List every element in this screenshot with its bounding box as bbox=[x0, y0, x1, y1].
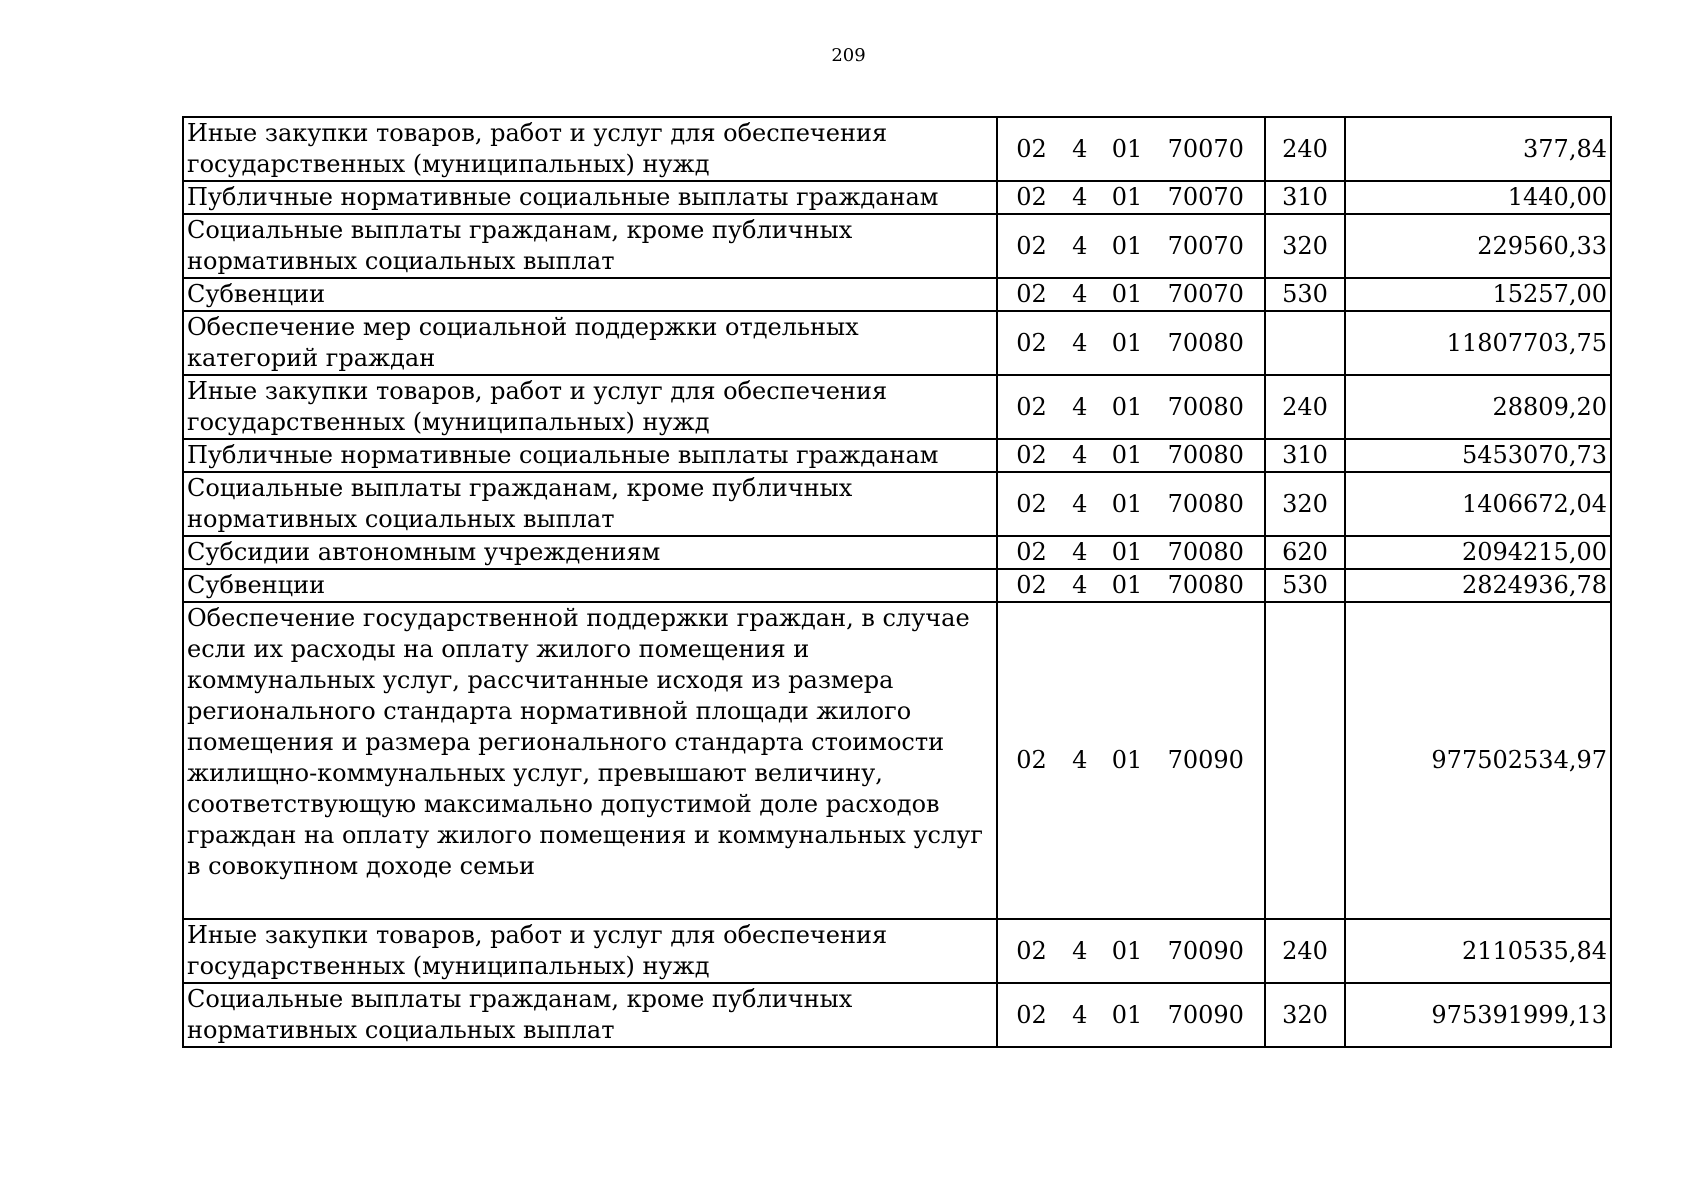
row-code bbox=[997, 181, 1265, 214]
section-code: 02 bbox=[1016, 134, 1047, 163]
section-code: 02 bbox=[1016, 1000, 1047, 1029]
expense-type-code: 310 bbox=[1265, 181, 1345, 214]
row-code bbox=[997, 117, 1265, 181]
direction-code: 70070 bbox=[1167, 134, 1244, 163]
direction-code: 70090 bbox=[1167, 936, 1244, 965]
program-code: 4 bbox=[1072, 183, 1088, 211]
expense-type-code: 530 bbox=[1265, 569, 1345, 602]
expense-type-code bbox=[1265, 602, 1345, 919]
direction-code: 70070 bbox=[1167, 183, 1244, 211]
row-code bbox=[997, 536, 1265, 569]
table-row bbox=[183, 983, 1611, 1047]
section-code: 02 bbox=[1016, 538, 1047, 566]
amount-value: 1440,00 bbox=[1345, 181, 1611, 214]
table-row bbox=[183, 472, 1611, 536]
direction-code: 70080 bbox=[1167, 392, 1244, 421]
row-description: Обеспечение мер социальной поддержки отдельных категорий граждан bbox=[183, 311, 997, 375]
row-description: Публичные нормативные социальные выплаты гражданам bbox=[183, 181, 997, 214]
direction-code: 70070 bbox=[1167, 280, 1244, 308]
program-code: 4 bbox=[1072, 328, 1088, 357]
row-code bbox=[997, 375, 1265, 439]
amount-value: 2824936,78 bbox=[1345, 569, 1611, 602]
section-code: 02 bbox=[1016, 280, 1047, 308]
table-row bbox=[183, 117, 1611, 181]
section-code: 02 bbox=[1016, 392, 1047, 421]
table-row bbox=[183, 439, 1611, 472]
table-row bbox=[183, 278, 1611, 311]
table-row bbox=[183, 602, 1611, 919]
amount-value: 1406672,04 bbox=[1345, 472, 1611, 536]
amount-value: 2110535,84 bbox=[1345, 919, 1611, 983]
subprogram-code: 01 bbox=[1111, 746, 1143, 774]
subprogram-code: 01 bbox=[1111, 231, 1143, 260]
expense-type-code: 240 bbox=[1265, 919, 1345, 983]
amount-value: 28809,20 bbox=[1345, 375, 1611, 439]
expense-type-code: 530 bbox=[1265, 278, 1345, 311]
row-description: Социальные выплаты гражданам, кроме публичных нормативных социальных выплат bbox=[183, 214, 997, 278]
amount-value: 975391999,13 bbox=[1345, 983, 1611, 1047]
expense-type-code bbox=[1265, 311, 1345, 375]
program-code: 4 bbox=[1072, 746, 1088, 774]
row-description: Субвенции bbox=[183, 569, 997, 602]
expense-type-code: 240 bbox=[1265, 375, 1345, 439]
subprogram-code: 01 bbox=[1111, 489, 1143, 518]
table-row bbox=[183, 181, 1611, 214]
direction-code: 70080 bbox=[1167, 489, 1244, 518]
row-description: Социальные выплаты гражданам, кроме публичных нормативных социальных выплат bbox=[183, 983, 997, 1047]
program-code: 4 bbox=[1072, 538, 1088, 566]
row-code bbox=[997, 439, 1265, 472]
direction-code: 70080 bbox=[1167, 328, 1244, 357]
section-code: 02 bbox=[1016, 183, 1047, 211]
subprogram-code: 01 bbox=[1111, 183, 1143, 211]
program-code: 4 bbox=[1072, 571, 1088, 599]
amount-value: 977502534,97 bbox=[1345, 602, 1611, 919]
direction-code: 70080 bbox=[1167, 538, 1244, 566]
amount-value: 11807703,75 bbox=[1345, 311, 1611, 375]
section-code: 02 bbox=[1016, 441, 1047, 469]
expense-type-code: 310 bbox=[1265, 439, 1345, 472]
row-code bbox=[997, 278, 1265, 311]
row-description: Иные закупки товаров, работ и услуг для обеспечения государственных (муниципальных) нужд bbox=[183, 375, 997, 439]
section-code: 02 bbox=[1016, 936, 1047, 965]
section-code: 02 bbox=[1016, 571, 1047, 599]
program-code: 4 bbox=[1072, 134, 1088, 163]
table-row bbox=[183, 569, 1611, 602]
program-code: 4 bbox=[1072, 231, 1088, 260]
expense-type-code: 320 bbox=[1265, 214, 1345, 278]
program-code: 4 bbox=[1072, 936, 1088, 965]
expense-type-code: 320 bbox=[1265, 983, 1345, 1047]
row-description: Публичные нормативные социальные выплаты гражданам bbox=[183, 439, 997, 472]
subprogram-code: 01 bbox=[1111, 936, 1143, 965]
table-row bbox=[183, 311, 1611, 375]
row-code bbox=[997, 214, 1265, 278]
direction-code: 70090 bbox=[1167, 746, 1244, 774]
program-code: 4 bbox=[1072, 489, 1088, 518]
row-description: Социальные выплаты гражданам, кроме публичных нормативных социальных выплат bbox=[183, 472, 997, 536]
program-code: 4 bbox=[1072, 280, 1088, 308]
subprogram-code: 01 bbox=[1111, 538, 1143, 566]
row-code bbox=[997, 983, 1265, 1047]
program-code: 4 bbox=[1072, 392, 1088, 421]
amount-value: 2094215,00 bbox=[1345, 536, 1611, 569]
table-row bbox=[183, 919, 1611, 983]
amount-value: 5453070,73 bbox=[1345, 439, 1611, 472]
table-row bbox=[183, 214, 1611, 278]
section-code: 02 bbox=[1016, 489, 1047, 518]
row-description: Иные закупки товаров, работ и услуг для обеспечения государственных (муниципальных) нужд bbox=[183, 117, 997, 181]
subprogram-code: 01 bbox=[1111, 328, 1143, 357]
subprogram-code: 01 bbox=[1111, 441, 1143, 469]
program-code: 4 bbox=[1072, 1000, 1088, 1029]
subprogram-code: 01 bbox=[1111, 134, 1143, 163]
direction-code: 70090 bbox=[1167, 1000, 1244, 1029]
expense-type-code: 620 bbox=[1265, 536, 1345, 569]
expense-type-code: 320 bbox=[1265, 472, 1345, 536]
row-code bbox=[997, 602, 1265, 919]
subprogram-code: 01 bbox=[1111, 280, 1143, 308]
direction-code: 70080 bbox=[1167, 441, 1244, 469]
expense-type-code: 240 bbox=[1265, 117, 1345, 181]
row-code bbox=[997, 311, 1265, 375]
section-code: 02 bbox=[1016, 746, 1047, 774]
subprogram-code: 01 bbox=[1111, 571, 1143, 599]
program-code: 4 bbox=[1072, 441, 1088, 469]
row-description: Обеспечение государственной поддержки граждан, в случае если их расходы на оплату жилого помещения и коммунальных услуг, рассчитанные исходя из размера регионального стандарта нормативной площади жилого помещения и размера регионального стандарта стоимости жилищно-коммунальных услуг, превышают величину, соответствующую максимально допустимой доле расходов граждан на оплату жилого помещения и коммунальных услуг в совокупном доходе семьи bbox=[183, 602, 997, 919]
subprogram-code: 01 bbox=[1111, 1000, 1143, 1029]
direction-code: 70070 bbox=[1167, 231, 1244, 260]
table-row bbox=[183, 375, 1611, 439]
section-code: 02 bbox=[1016, 328, 1047, 357]
row-code bbox=[997, 919, 1265, 983]
amount-value: 377,84 bbox=[1345, 117, 1611, 181]
section-code: 02 bbox=[1016, 231, 1047, 260]
row-description: Субвенции bbox=[183, 278, 997, 311]
budget-table bbox=[182, 116, 1612, 1048]
page-number: 209 bbox=[831, 45, 866, 66]
row-code bbox=[997, 472, 1265, 536]
row-description: Субсидии автономным учреждениям bbox=[183, 536, 997, 569]
subprogram-code: 01 bbox=[1111, 392, 1143, 421]
table-row bbox=[183, 536, 1611, 569]
amount-value: 229560,33 bbox=[1345, 214, 1611, 278]
amount-value: 15257,00 bbox=[1345, 278, 1611, 311]
row-description: Иные закупки товаров, работ и услуг для обеспечения государственных (муниципальных) нужд bbox=[183, 919, 997, 983]
row-code bbox=[997, 569, 1265, 602]
direction-code: 70080 bbox=[1167, 571, 1244, 599]
